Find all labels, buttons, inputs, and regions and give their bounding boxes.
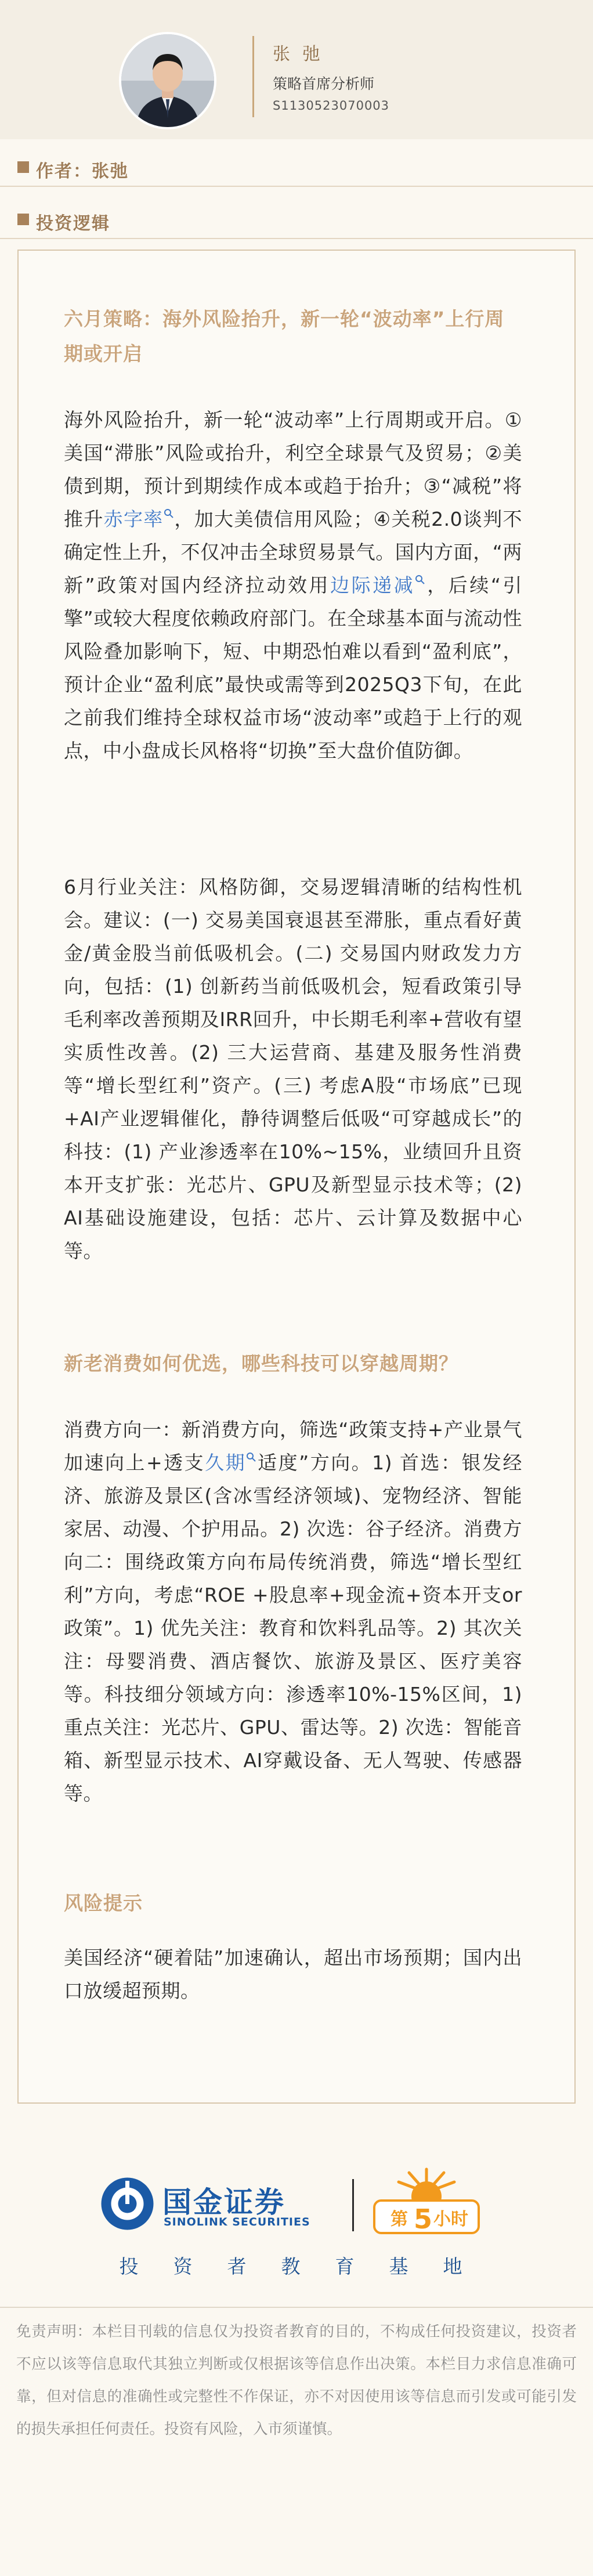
heading-consumption-tech: 新老消费如何优选，哪些科技可以穿越周期？ (64, 1352, 458, 1375)
section-marker (17, 214, 29, 225)
avatar (119, 32, 216, 129)
heading-risk: 风险提示 (64, 1892, 143, 1914)
investor-education-tagline: 投资者教育基地 (119, 2255, 497, 2278)
footer-logo (0, 2147, 593, 2281)
analyst-header (0, 0, 593, 139)
analyst-cert-id: S1130523070003 (273, 99, 390, 113)
section-underline (0, 238, 593, 239)
author-header (0, 150, 593, 190)
search-icon[interactable] (246, 1452, 256, 1462)
keyword-link-duration[interactable]: 久期 (205, 1451, 247, 1474)
disclaimer-divider (0, 2307, 593, 2308)
paragraph-june-industry: 6月行业关注：风格防御，交易逻辑清晰的结构性机会。建议：(一) 交易美国衰退甚至滞胀，重点看好黄金/黄金股当前低吸机会。(二) 交易国内财政发力方向，包括：(1) 创新药当前低吸机会，短看政策引导毛利率改善预期及IRR回升，中长期毛利率+营收有望实质性改善。(2) 三大运营商、基建及服务性消费等“增长型红利”资产。(三) 考虑A股“市场底”已现+AI产业逻辑催化，静待调整后低吸“可穿越成长”的科技：(1) 产业渗透率在10%~15%，业绩回升且资本开支扩张：光芯片、GPU及新型显示技术等；(2) AI基础设施建设，包括：芯片、云计算及数据中心等。 (64, 876, 522, 1262)
heading-june-strategy: 六月策略：海外风险抬升，新一轮“波动率”上行周期或开启 (64, 308, 505, 365)
fifth-hour-text-di: 第 (390, 2209, 408, 2230)
analyst-divider (252, 36, 254, 117)
section-header (0, 202, 593, 243)
search-icon[interactable] (415, 575, 425, 585)
brand-name-en: SINOLINK SECURITIES (164, 2216, 310, 2228)
brand-name-cn: 国金证券 (162, 2185, 285, 2219)
section-title: 投资逻辑 (36, 214, 110, 234)
analyst-name: 张 弛 (273, 44, 324, 64)
analyst-title: 策略首席分析师 (273, 75, 375, 92)
paragraph-consumption: 消费方向一：新消费方向，筛选“政策支持+产业景气加速向上+透支久期 适度”方向。1) 首选：银发经济、旅游及景区(含冰雪经济领域)、宠物经济、智能家居、动漫、个护用品。2) 次选：谷子经济。消费方向二：围绕政策方向布局传统消费，筛选“增长型红利”方向，考虑“ROE +股息率+现金流+资本开支or政策”。1) 优先关注：教育和饮料乳品等。2) 其次关注：母婴消费、酒店餐饮、旅游及景区、医疗美容等。科技细分领域方向：渗透率10%-15%区间，1) 重点关注：光芯片、GPU、雷达等。2) 次选：智能音箱、新型显示技术、AI穿戴设备、无人驾驶、传感器等。 (64, 1418, 523, 1805)
paragraph-risk: 美国经济“硬着陆”加速确认，超出市场预期；国内出口放缓超预期。 (64, 1946, 522, 2002)
fifth-hour-text-hour: 小时 (433, 2209, 468, 2230)
paragraph-overseas-risk: 海外风险抬升，新一轮“波动率”上行周期或开启。①美国“滞胀”风险或抬升，利空全球景气及贸易；②美债到期，预计到期续作成本或趋于抬升；③“减税”将推升赤字率 ，加大美债信用风险；④关税2.0谈判不确定性上升，不仅冲击全球贸易景气。国内方面，“两新”政策对国内经济拉动效用边际递减 ，后续“引擎”或较大程度依赖政府部门。在全球基本面与流动性风险叠加影响下，短、中期恐怕难以看到“盈利底”，预计企业“盈利底”最快或需等到2025Q3下旬，在此之前我们维持全球权益市场“波动率”或趋于上行的观点，中小盘成长风格将“切换”至大盘价值防御。 (64, 409, 523, 762)
author-marker (17, 161, 29, 173)
keyword-link-marginal-decrease[interactable]: 边际递减 (330, 574, 415, 597)
author-label: 作者：张弛 (36, 161, 129, 182)
fifth-hour-number: 5 (414, 2203, 433, 2235)
author-underline (0, 186, 593, 187)
fifth-hour-logo (368, 2165, 484, 2240)
search-icon[interactable] (164, 508, 174, 519)
logo-divider (352, 2179, 354, 2231)
sinolink-logo-icon (100, 2176, 155, 2231)
disclaimer-text: 免责声明：本栏目刊载的信息仅为投资者教育的目的，不构成任何投资建议，投资者不应以该等信息取代其独立判断或仅根据该等信息作出决策。本栏目力求信息准确可靠，但对信息的准确性或完整性不作保证，亦不对因使用该等信息而引发或可能引发的损失承担任何责任。投资有风险，入市须谨慎。 (16, 2323, 577, 2438)
keyword-link-deficit-rate[interactable]: 赤字率 (103, 508, 164, 530)
